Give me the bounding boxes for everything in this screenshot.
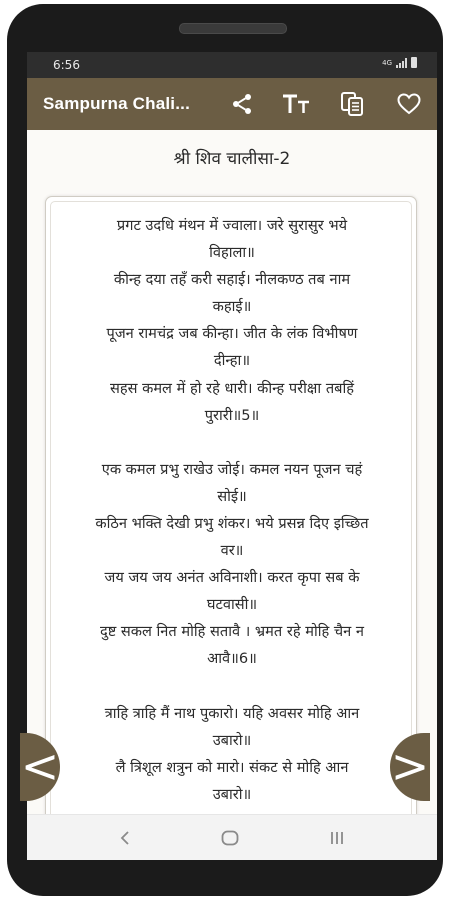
copy-icon (340, 91, 366, 117)
verse-line: कीन्ह दया तहँ करी सहाई। नीलकण्ठ तब नाम (113, 271, 351, 289)
system-recents-button[interactable] (325, 829, 349, 847)
verse-line: त्राहि त्राहि मैं नाथ पुकारो। यहि अवसर मोहि आन (104, 704, 360, 722)
signal-icon (396, 58, 407, 68)
verse-line: जय जय जय अनंत अविनाशी। करत कृपा सब के (104, 569, 360, 587)
share-button[interactable] (226, 88, 258, 120)
content-area (27, 130, 437, 814)
verse-line: आवै॥6॥ (207, 650, 257, 668)
verse-line: घटवासी॥ (206, 596, 258, 614)
system-back-button[interactable] (113, 829, 137, 847)
system-nav-bar (27, 814, 437, 860)
verse-line: वर॥ (220, 542, 244, 560)
screen (27, 52, 437, 860)
verse-line: कहाई॥ (212, 298, 252, 316)
verse-line: उबारो॥ (212, 731, 252, 749)
status-time: 6:56 (53, 58, 80, 72)
verse-card (45, 196, 417, 848)
status-bar (27, 52, 437, 78)
text-size-icon (281, 92, 313, 116)
recents-icon (329, 831, 345, 845)
next-page-button[interactable]: > (390, 733, 430, 801)
battery-icon (411, 57, 417, 68)
verse-line: दुष्ट सकल नित मोहि सतावै । भ्रमत रहे मोहि चैन न (100, 623, 364, 641)
verse-line: विहाला॥ (209, 244, 255, 262)
verse-gap (59, 429, 405, 456)
verse-line: दीन्हा॥ (213, 352, 251, 370)
verse-line: कठिन भक्ति देखी प्रभु शंकर। भये प्रसन्न दिए इच्छित (95, 514, 369, 532)
app-title: Sampurna Chali... (43, 94, 190, 113)
home-icon (221, 830, 239, 846)
verse-line: सोई॥ (217, 487, 247, 505)
copy-button[interactable] (337, 88, 369, 120)
verse-line: प्रगट उदधि मंथन में ज्वाला। जरे सुरासुर भये (116, 217, 348, 234)
text-size-button[interactable] (279, 88, 315, 120)
network-type-label: 4G (382, 58, 392, 67)
app-bar (27, 78, 437, 130)
verse-gap (59, 673, 405, 700)
status-icons (382, 57, 417, 68)
heart-icon (397, 93, 421, 115)
verse-line: पूजन रामचंद्र जब कीन्हा। जीत के लंक विभीषण (106, 325, 358, 343)
favorite-button[interactable] (393, 88, 425, 120)
verse-line: एक कमल प्रभु राखेउ जोई। कमल नयन पूजन चहं (101, 460, 363, 478)
share-icon (230, 92, 254, 116)
verse-card-border (50, 201, 412, 847)
system-home-button[interactable] (218, 829, 242, 847)
verse-line: पुरारी॥5॥ (204, 406, 260, 424)
page-title: श्री शिव चालीसा-2 (173, 149, 291, 169)
previous-page-button[interactable]: < (20, 733, 60, 801)
speaker-grille (179, 23, 287, 34)
verse-line: सहस कमल में हो रहे धारी। कीन्ह परीक्षा तबहिं (110, 379, 354, 397)
back-chevron-icon (119, 831, 131, 845)
verse-text (59, 212, 405, 808)
verse-line: उबारो॥ (212, 785, 252, 803)
phone-frame (7, 4, 443, 896)
verse-line: लै त्रिशूल शत्रुन को मारो। संकट से मोहि आन (115, 758, 349, 776)
